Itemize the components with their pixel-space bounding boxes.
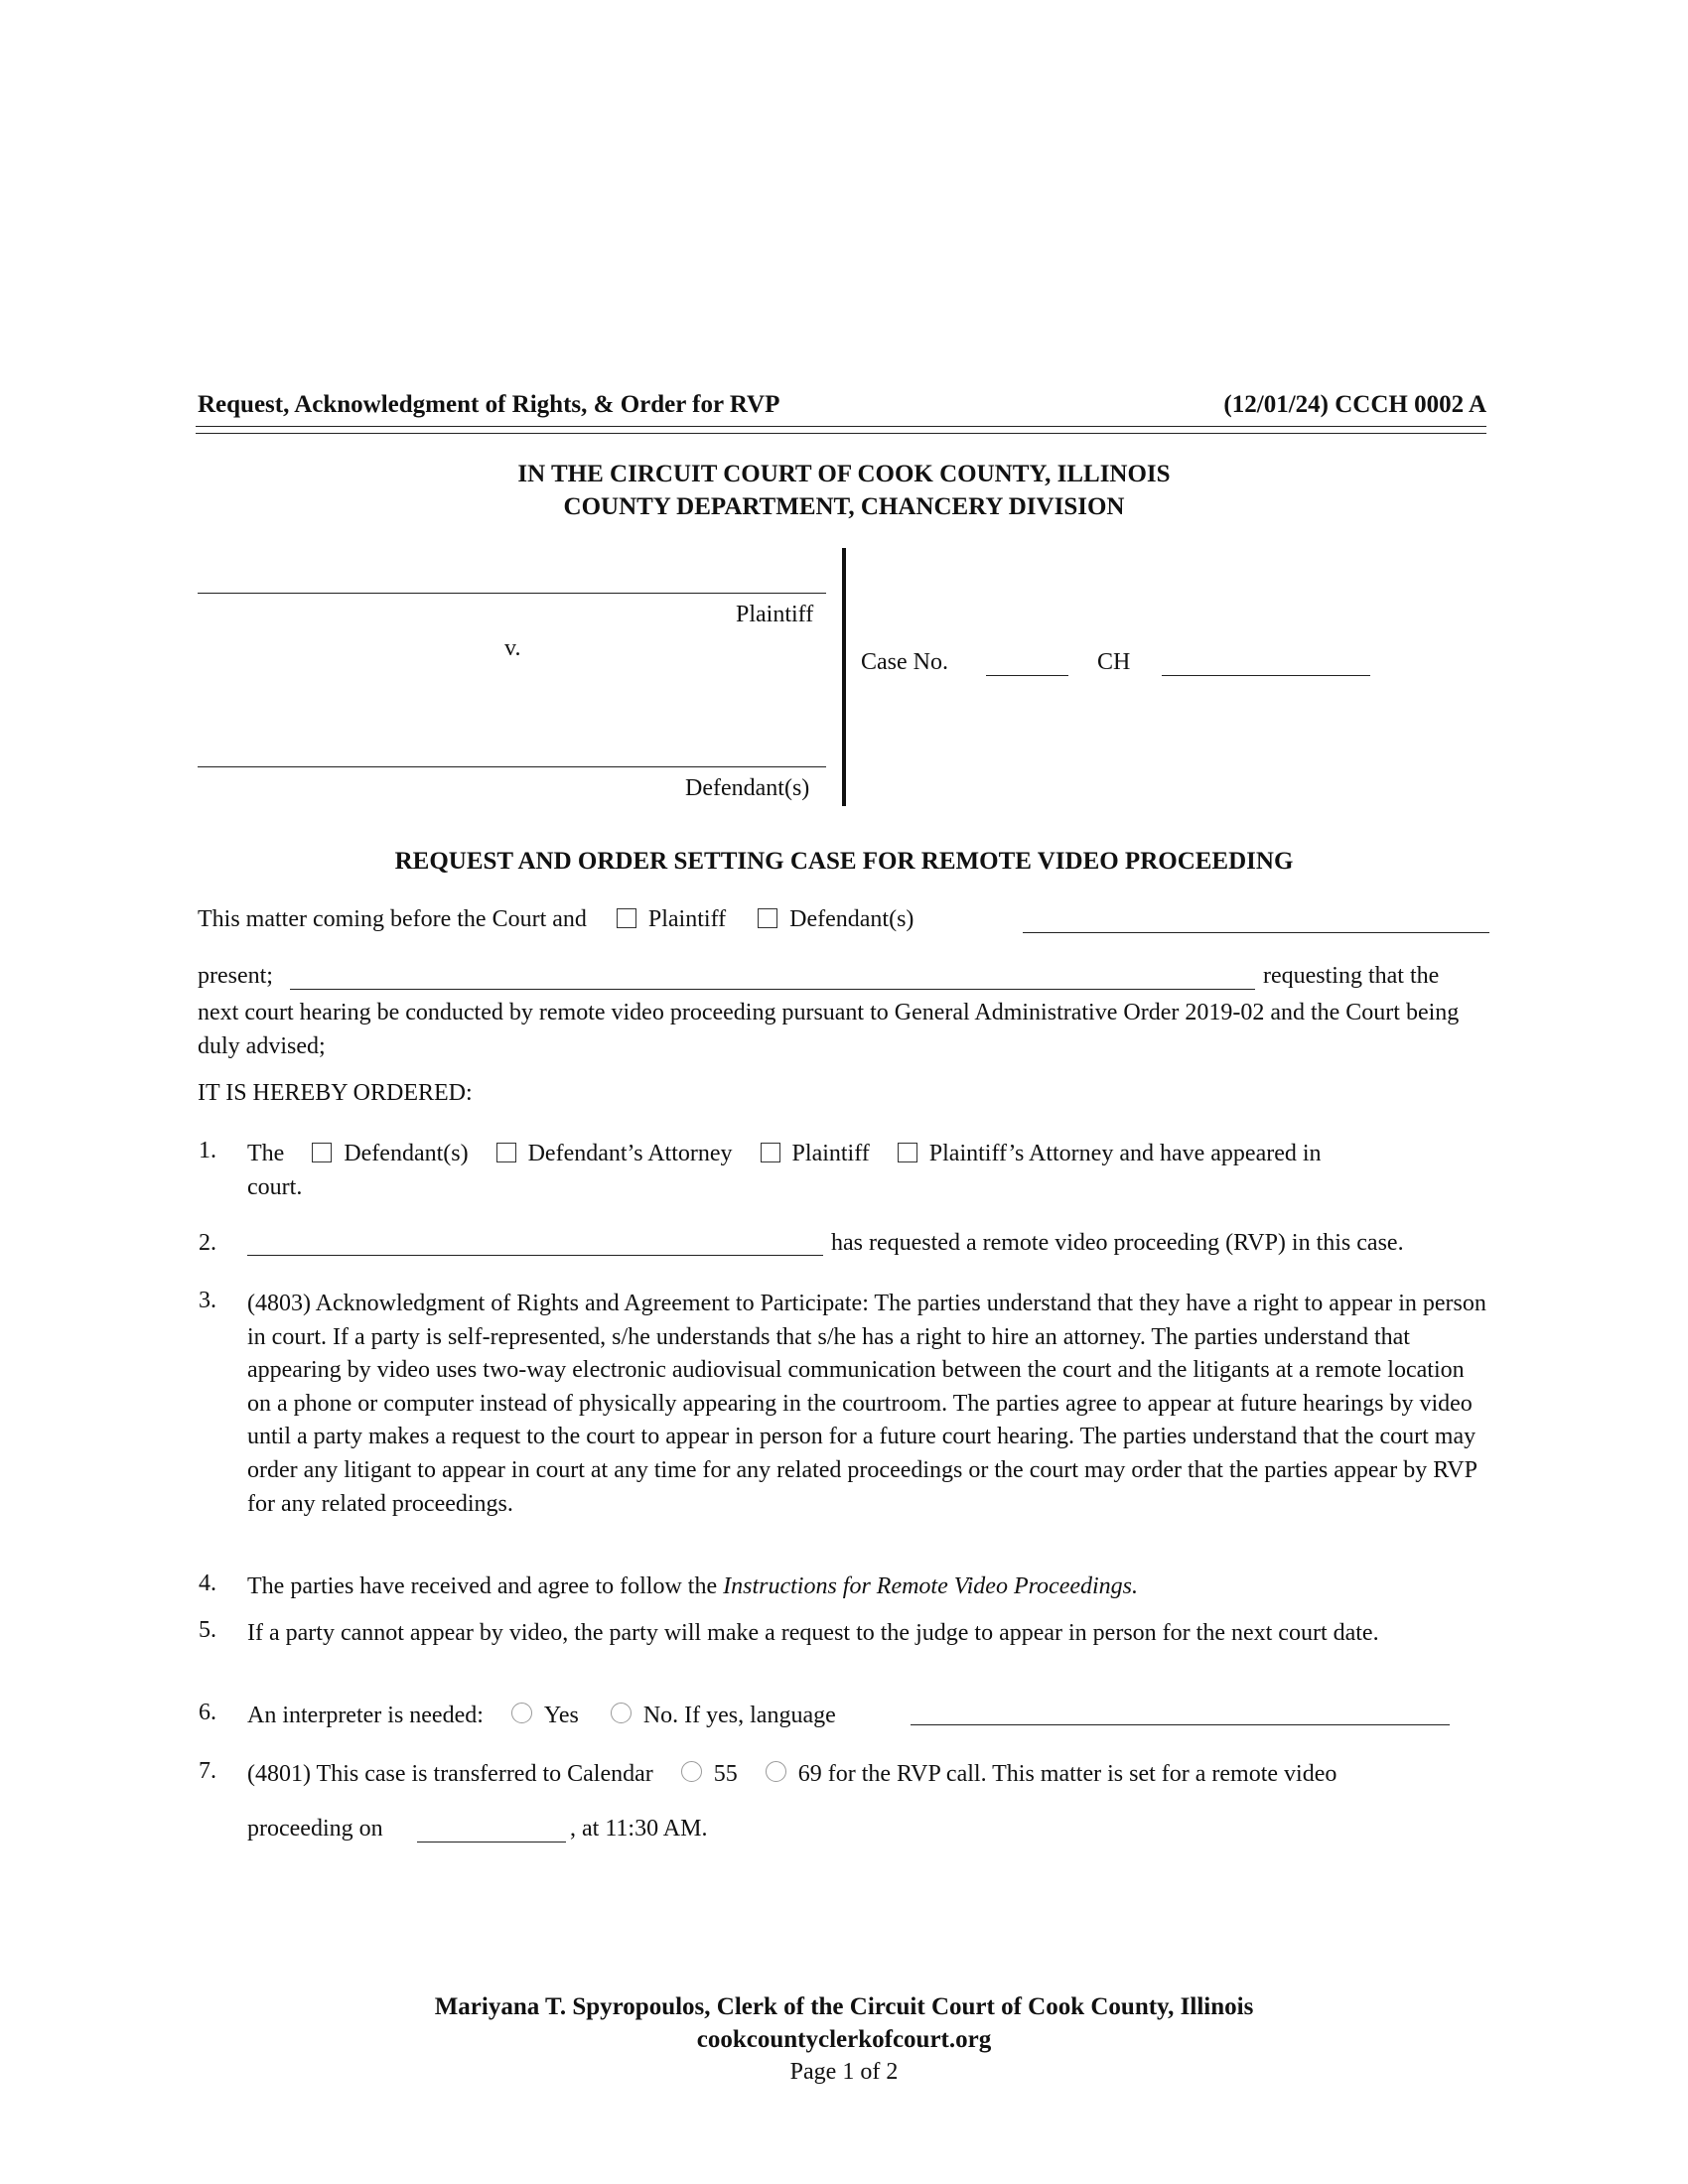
item-3-text: (4803) Acknowledgment of Rights and Agreement to Participate: The parties understand that they have a right to appear in person in court. If a party is self-represented, s/he understands that s/he has a right to hire an attorney. The parties understand that appearing by video uses two-way electronic audiovisual communication between the court and the litigants at a remote location on a phone or computer instead of physically appearing in the courtroom. The parties agree to appear at future hearings by video until a party makes a request to the court to appear in person for a future court hearing. The parties understand that the court may order any litigant to appear in court at any time for any related proceedings or the court may order that the parties appear by RVP for any related proceedings. [247, 1291, 1486, 1517]
plaintiff-label: Plaintiff [736, 602, 814, 627]
item-7-text: (4801) This case is transferred to Calendar [247, 1761, 653, 1787]
present-names-field[interactable] [290, 989, 1255, 990]
plaintiff-attorney-appeared-checkbox[interactable] [898, 1143, 917, 1162]
interpreter-no-label: No. If yes, language [642, 1703, 836, 1728]
rvp-instructions-title: Instructions for Remote Video Proceedings. [723, 1573, 1139, 1599]
order-title: REQUEST AND ORDER SETTING CASE FOR REMOTE VIDEO PROCEEDING [394, 848, 1294, 875]
item-1 [247, 1138, 1488, 1171]
clerk-name: Mariyana T. Spyropoulos, Clerk of the Circuit Court of Cook County, Illinois [434, 1993, 1254, 2020]
plaintiff-attorney-appeared-label: Plaintiff’s Attorney and have appeared in [928, 1141, 1322, 1166]
item-3-number: 3. [199, 1288, 216, 1313]
header-rule-top [196, 426, 1486, 427]
caption-divider [842, 548, 846, 806]
calendar-69-label: 69 for the RVP call. This matter is set for a remote video [797, 1761, 1337, 1787]
defendant-present-label: Defendant(s) [789, 906, 914, 932]
defendant-appeared-checkbox[interactable] [312, 1143, 332, 1162]
present-party-name-field[interactable] [1023, 932, 1489, 933]
page-number: Page 1 of 2 [789, 2059, 899, 2085]
plaintiff-appeared-checkbox[interactable] [761, 1143, 780, 1162]
plaintiff-appeared-label: Plaintiff [791, 1141, 870, 1166]
intro-continuation: next court hearing be conducted by remote video proceeding pursuant to General Administrative Order 2019-02 and the Court being duly advised; [198, 1000, 1460, 1059]
item-7-line2-prefix: proceeding on [247, 1816, 383, 1842]
defendant-attorney-appeared-label: Defendant’s Attorney [527, 1141, 733, 1166]
item-2-text: has requested a remote video proceeding (RVP) in this case. [831, 1230, 1404, 1256]
form-title: Request, Acknowledgment of Rights, & Order for RVP [198, 391, 780, 418]
item-7-line2-suffix: , at 11:30 AM. [570, 1816, 708, 1842]
item-4 [247, 1570, 1488, 1604]
calendar-55-label: 55 [713, 1761, 738, 1787]
header-rule-bottom [196, 433, 1486, 434]
intro-line [198, 906, 914, 933]
item-4-number: 4. [199, 1570, 216, 1596]
interpreter-yes-label: Yes [543, 1703, 579, 1728]
clerk-website[interactable]: cookcountyclerkofcourt.org [696, 2026, 992, 2053]
item-7 [247, 1758, 1488, 1792]
form-code: (12/01/24) CCCH 0002 A [1223, 391, 1486, 418]
item-1-continuation: court. [247, 1174, 303, 1200]
plaintiff-name-line[interactable] [198, 593, 826, 594]
interpreter-yes-radio[interactable] [511, 1703, 532, 1723]
case-no-number-field[interactable] [1162, 675, 1370, 676]
defendant-label: Defendant(s) [685, 775, 810, 801]
item-5-text: If a party cannot appear by video, the party will make a request to the judge to appear in person for the next court date. [247, 1620, 1379, 1646]
plaintiff-present-label: Plaintiff [647, 906, 727, 932]
ch-label: CH [1097, 649, 1131, 675]
defendant-attorney-appeared-checkbox[interactable] [496, 1143, 516, 1162]
item-1-number: 1. [199, 1138, 216, 1163]
defendant-appeared-label: Defendant(s) [344, 1141, 469, 1166]
versus-label: v. [504, 635, 521, 661]
court-division: COUNTY DEPARTMENT, CHANCERY DIVISION [563, 493, 1125, 520]
intro-prefix: This matter coming before the Court and [198, 906, 587, 932]
item-7-number: 7. [199, 1758, 216, 1784]
item-4-text: The parties have received and agree to follow the [247, 1573, 718, 1599]
item-6-text: An interpreter is needed: [247, 1703, 484, 1728]
defendant-present-checkbox[interactable] [758, 908, 777, 928]
ordered-heading: IT IS HEREBY ORDERED: [198, 1080, 473, 1106]
item-6-number: 6. [199, 1700, 216, 1725]
requesting-text: requesting that the [1263, 963, 1440, 989]
plaintiff-present-checkbox[interactable] [617, 908, 636, 928]
interpreter-no-radio[interactable] [611, 1703, 632, 1723]
calendar-55-radio[interactable] [681, 1761, 702, 1782]
item-2-number: 2. [199, 1230, 216, 1256]
defendant-name-line[interactable] [198, 766, 826, 767]
proceeding-date-field[interactable] [417, 1842, 566, 1843]
case-no-year-field[interactable] [986, 675, 1068, 676]
item-5-number: 5. [199, 1617, 216, 1643]
item-1-the: The [247, 1141, 285, 1166]
interpreter-language-field[interactable] [911, 1724, 1450, 1725]
case-no-label: Case No. [861, 649, 948, 675]
requesting-party-field[interactable] [247, 1255, 823, 1256]
court-name: IN THE CIRCUIT COURT OF COOK COUNTY, ILLINOIS [517, 461, 1171, 487]
calendar-69-radio[interactable] [766, 1761, 786, 1782]
item-6 [247, 1700, 1488, 1733]
present-label: present; [198, 963, 273, 989]
